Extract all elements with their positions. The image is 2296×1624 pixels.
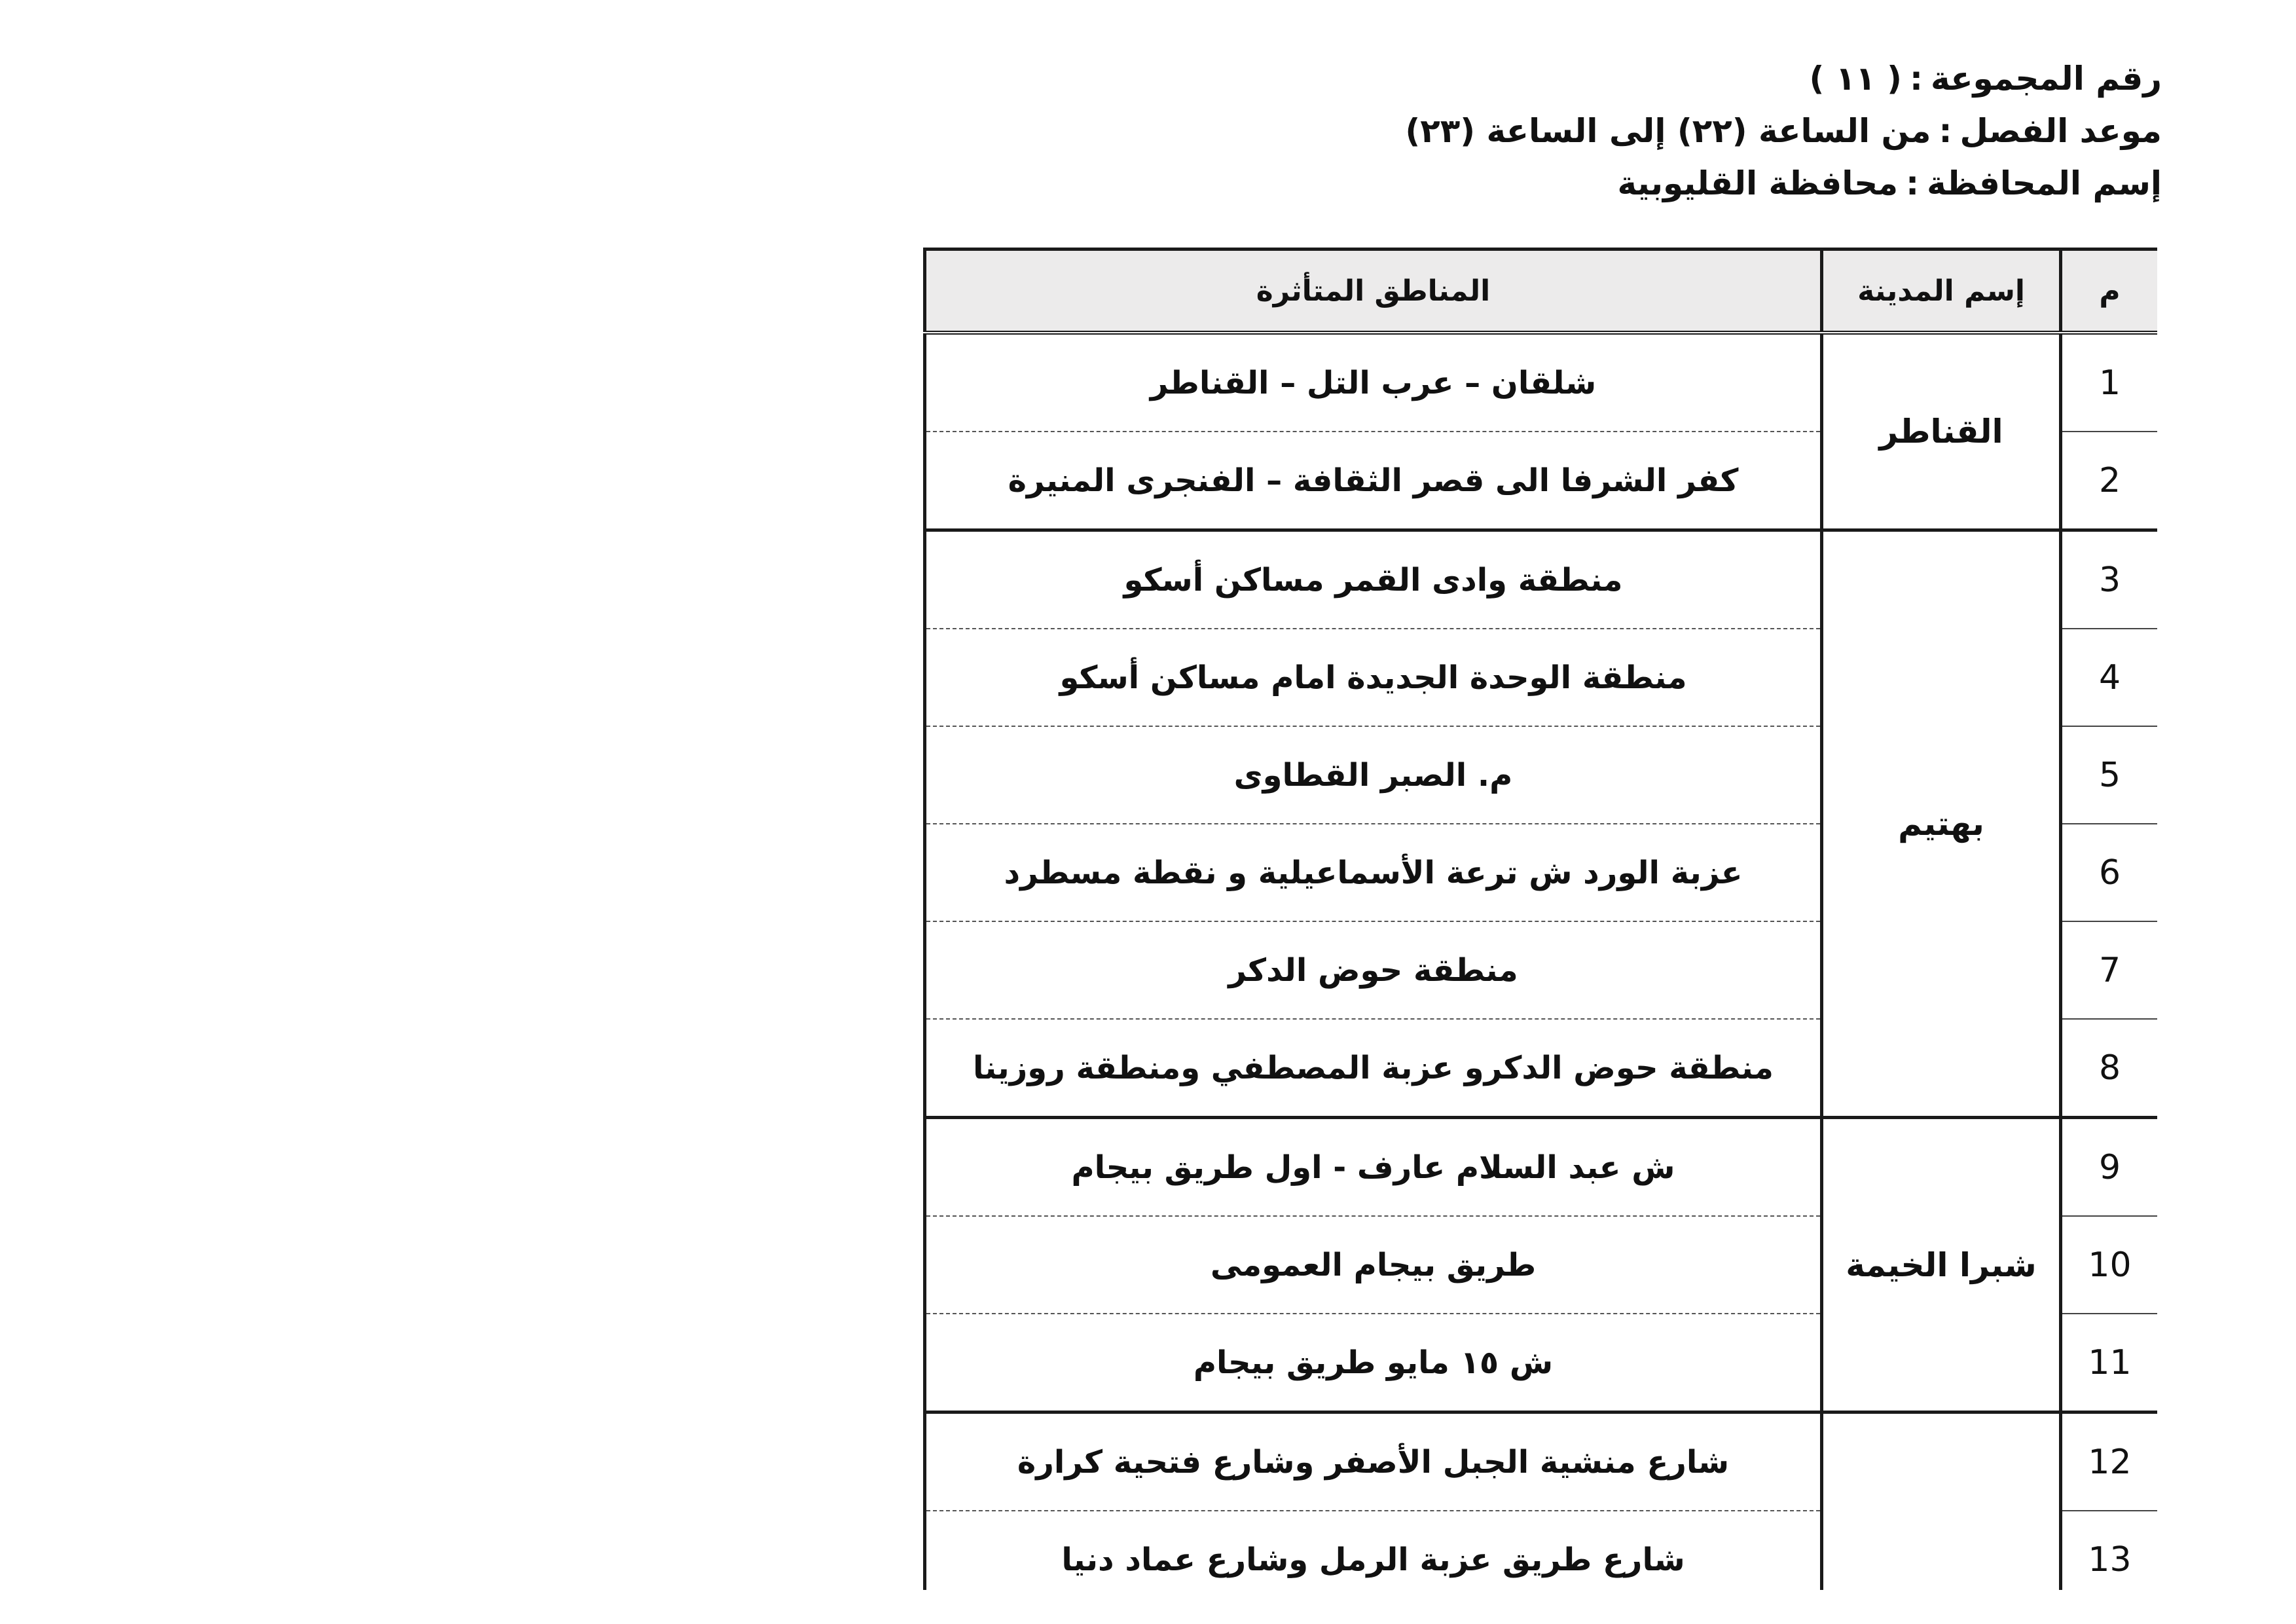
- row-number: 1: [2061, 333, 2158, 432]
- table-row: [925, 530, 2158, 629]
- outage-table-container: [923, 248, 2157, 1590]
- group-number-label: رقم المجموعة: [1931, 60, 2162, 98]
- affected-area: طريق بيجام العمومى: [925, 1216, 1822, 1314]
- affected-area: منطقة وادى القمر مساكن أسكو: [925, 530, 1822, 629]
- column-header-number: م: [2061, 249, 2158, 333]
- affected-area: منطقة الوحدة الجديدة امام مساكن أسكو: [925, 629, 1822, 726]
- row-number: 3: [2061, 530, 2158, 629]
- row-number: 2: [2061, 432, 2158, 530]
- city-name: شبرا الخيمة: [1822, 1118, 2061, 1412]
- affected-area: عزبة الورد ش ترعة الأسماعيلية و نقطة مسطرد: [925, 824, 1822, 921]
- affected-area: منطقة حوض الدكر: [925, 921, 1822, 1019]
- row-number: 7: [2061, 921, 2158, 1019]
- outage-table: [923, 248, 2157, 1590]
- row-number: 4: [2061, 629, 2158, 726]
- cutoff-time-value: من الساعة (٢٢) إلى الساعة (٢٣): [1405, 112, 1931, 150]
- affected-area: كفر الشرفا الى قصر الثقافة – الفنجرى المنيرة: [925, 432, 1822, 530]
- row-number: 13: [2061, 1511, 2158, 1590]
- row-number: 6: [2061, 824, 2158, 921]
- document-header: [1245, 52, 2162, 210]
- affected-area: شارع طريق عزبة الرمل وشارع عماد دنيا: [925, 1511, 1822, 1590]
- city-name: [1822, 1412, 2061, 1591]
- affected-area: م. الصبر القطاوى: [925, 726, 1822, 824]
- group-number-value: ( ١١ ): [1809, 60, 1903, 98]
- table-row: [925, 1118, 2158, 1217]
- row-number: 9: [2061, 1118, 2158, 1217]
- row-number: 8: [2061, 1019, 2158, 1118]
- affected-area: ش ١٥ مايو طريق بيجام: [925, 1314, 1822, 1412]
- affected-area: ش عبد السلام عارف - اول طريق بيجام: [925, 1118, 1822, 1217]
- cutoff-time-line: موعد الفصل:من الساعة (٢٢) إلى الساعة (٢٣): [1405, 112, 2162, 150]
- row-number: 11: [2061, 1314, 2158, 1412]
- cutoff-time-label: موعد الفصل: [1959, 112, 2162, 150]
- city-name: بهتيم: [1822, 530, 2061, 1118]
- row-number: 12: [2061, 1412, 2158, 1511]
- governorate-line: إسم المحافظة:محافظة القليوبية: [1617, 164, 2162, 202]
- column-header-city: إسم المدينة: [1822, 249, 2061, 333]
- affected-area: شلقان – عرب التل – القناطر: [925, 333, 1822, 432]
- row-number: 5: [2061, 726, 2158, 824]
- group-number-line: رقم المجموعة:( ١١ ): [1809, 60, 2162, 98]
- row-number: 10: [2061, 1216, 2158, 1314]
- city-name: القناطر: [1822, 333, 2061, 530]
- table-header-row: [925, 249, 2158, 333]
- affected-area: شارع منشية الجبل الأصفر وشارع فتحية كرارة: [925, 1412, 1822, 1511]
- governorate-value: محافظة القليوبية: [1617, 164, 1899, 202]
- affected-area: منطقة حوض الدكرو عزبة المصطفي ومنطقة روزينا: [925, 1019, 1822, 1118]
- table-row: [925, 1412, 2158, 1511]
- table-row: [925, 333, 2158, 432]
- governorate-label: إسم المحافظة: [1927, 164, 2162, 202]
- column-header-areas: المناطق المتأثرة: [925, 249, 1822, 333]
- table-body: [925, 333, 2158, 1590]
